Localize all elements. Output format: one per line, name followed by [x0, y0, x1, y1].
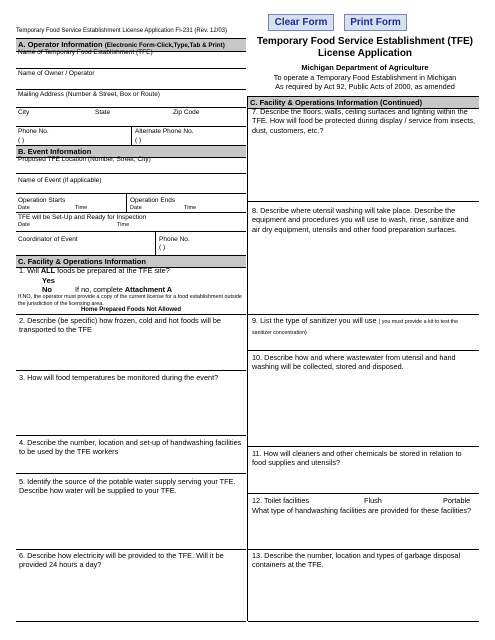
question-5: 5. Identify the source of the potable water supply serving your TFE. Describe how water will be supplied to your TFE.	[19, 477, 236, 496]
answer-2-field[interactable]	[16, 336, 246, 370]
home-prepared-note: Home Prepared Foods Not Allowed	[80, 307, 182, 313]
label-ops-start: Operation Starts	[18, 197, 66, 204]
label-setup: TFE will be Set-Up and Ready for Inspection	[18, 214, 147, 221]
answer-9-field[interactable]	[248, 336, 479, 350]
answer-3-field[interactable]	[16, 383, 246, 435]
question-8: 8. Describe where utensil washing will take place. Describe the equipment and procedures you will use to wash, rinse, sanitize and air dry equipment, utensils and other food preparation surfaces.	[252, 206, 469, 234]
label-mailing: Mailing Address (Number & Street, Box or Route)	[18, 91, 160, 98]
answer-10-field[interactable]	[248, 373, 479, 446]
answer-11-field[interactable]	[248, 469, 479, 493]
label-zip: Zip Code	[173, 109, 200, 116]
question-10: 10. Describe how and where wastewater from utensil and hand washing will be collected, stored and disposed.	[252, 353, 456, 372]
answer-4-field[interactable]	[16, 458, 246, 473]
owner-field[interactable]	[16, 77, 246, 89]
label-state: State	[95, 109, 111, 116]
label-setup-date: Date	[18, 222, 30, 228]
label-end-time: Time	[184, 205, 197, 211]
question-3: 3. How will food temperatures be monitored during the event?	[19, 373, 219, 382]
question-1: 1. Will ALL foods be prepared at the TFE site?	[19, 266, 170, 275]
city-state-zip-field[interactable]	[16, 116, 246, 126]
tfe-name-field[interactable]	[16, 56, 246, 68]
department: Michigan Department of Agriculture	[301, 63, 429, 72]
label-alt-phone: Alternate Phone No.	[135, 128, 194, 135]
answer-12-field[interactable]	[248, 526, 479, 549]
if-no-text: If no, complete Attachment A	[75, 285, 173, 294]
if-no-note: If NO, the operator must provide a copy of the current license for a food establishment outside the jurisdiction of the licensing area.	[18, 294, 242, 307]
form-header: Temporary Food Service Establishment License Application FI-231 (Rev. 12/03)	[16, 28, 227, 34]
answer-5-field[interactable]	[16, 497, 246, 549]
answer-7-field[interactable]	[248, 137, 479, 201]
label-end-date: Date	[130, 205, 142, 211]
section-c-title: C. Facility & Operations Information	[18, 257, 146, 266]
title-block	[250, 36, 480, 91]
alt-phone-field[interactable]: ( )	[135, 137, 142, 144]
question-4: 4. Describe the number, location and set-up of handwashing facilities to be used by the TFE workers	[19, 438, 242, 457]
section-a-note: (Electronic Form-Click,Type,Tab & Print)	[104, 42, 225, 49]
question-11: 11. How will cleaners and other chemicals be stored in relation to food supplies and utensils?	[252, 449, 462, 468]
event-name-field[interactable]	[16, 184, 246, 192]
label-name-tfe: Name of Temporary Food Establishment (TFE)	[18, 49, 153, 56]
label-start-time: Time	[75, 205, 88, 211]
label-event-name: Name of Event (if applicable)	[18, 177, 102, 184]
section-b-title: B. Event Information	[18, 147, 92, 156]
form-desc-1: To operate a Temporary Food Establishment in Michigan	[273, 73, 457, 82]
question-2: 2. Describe (be specific) how frozen, cold and hot foods will be transported to the TFE	[19, 316, 221, 335]
answer-6-field[interactable]	[16, 571, 246, 621]
option-portable[interactable]: Portable	[443, 496, 471, 505]
option-flush[interactable]: Flush	[364, 496, 382, 505]
question-9: 9. List the type of sanitizer you will use ( you must provide a kit to test the sanitizer concentration)	[252, 316, 459, 337]
option-no[interactable]: No	[42, 285, 52, 294]
coordinator-phone-field[interactable]: ( )	[159, 244, 166, 251]
form-desc-2: As required by Act 92, Public Acts of 2000, as amended	[275, 82, 455, 91]
label-coordinator-phone: Phone No.	[159, 236, 190, 243]
question-12: 12. Toilet facilities	[252, 496, 310, 505]
label-phone: Phone No.	[18, 128, 49, 135]
label-owner: Name of Owner / Operator	[18, 70, 95, 77]
form-title-line2: License Application	[317, 48, 413, 59]
question-12-handwashing: What type of handwashing facilities are provided for these facilities?	[252, 506, 472, 515]
label-coordinator: Coordinator of Event	[18, 236, 78, 243]
location-field[interactable]	[16, 163, 246, 173]
section-a-title: A. Operator Information	[18, 40, 103, 49]
phone-field[interactable]: ( )	[18, 137, 25, 144]
form-title-line1: Temporary Food Service Establishment (TFE)	[257, 36, 473, 47]
question-6: 6. Describe how electricity will be provided to the TFE. Will it be provided 24 hours a day?	[19, 551, 224, 570]
label-location: Proposed TFE Location (Number, Street, City)	[18, 156, 151, 163]
print-form-button[interactable]: Print Form	[344, 14, 407, 31]
label-setup-time: Time	[117, 222, 130, 228]
label-city: City	[18, 109, 30, 116]
answer-13-field[interactable]	[248, 571, 479, 621]
question-7: 7. Describe the floors, walls, ceiling surfaces and lighting within the TFE. How will food be protected during display / service from insects, dust, customers, etc.?	[252, 107, 476, 135]
option-yes[interactable]: Yes	[42, 276, 55, 285]
answer-8-field[interactable]	[248, 246, 479, 314]
mailing-field[interactable]	[16, 98, 246, 107]
label-ops-end: Operation Ends	[130, 197, 176, 204]
question-13: 13. Describe the number, location and types of garbage disposal containers at the TFE.	[252, 551, 461, 570]
clear-form-button[interactable]: Clear Form	[268, 14, 334, 31]
label-start-date: Date	[18, 205, 30, 211]
section-c-continued-title: C. Facility & Operations Information (Continued)	[250, 98, 423, 107]
